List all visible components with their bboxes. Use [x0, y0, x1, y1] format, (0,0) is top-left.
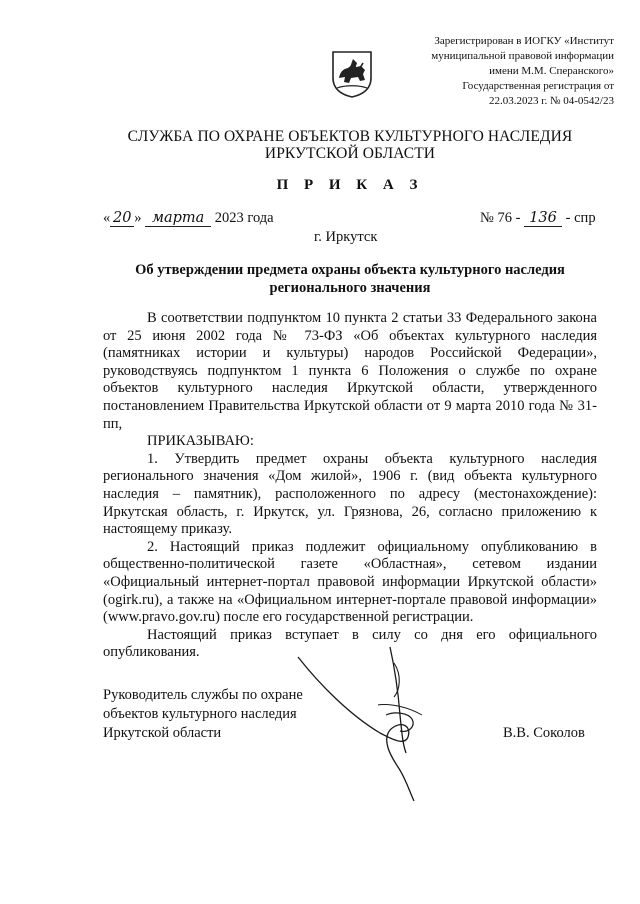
registration-line: Государственная регистрация от	[462, 80, 614, 92]
signatory-position	[103, 686, 303, 743]
registration-note	[388, 34, 614, 109]
registration-line: Зарегистрирован в ИОГКУ «Институт	[434, 35, 614, 47]
position-line: Иркутской области	[103, 725, 222, 741]
date-month: марта	[145, 210, 211, 227]
date-year: 2023 года	[214, 210, 274, 226]
order-number-prefix: № 76 -	[480, 210, 521, 226]
position-line: Руководитель службы по охране	[103, 687, 303, 703]
order-number-handwritten: 136	[524, 210, 562, 227]
subject-line: Об утверждении предмета охраны объекта культурного наследия	[135, 262, 565, 278]
date-day: 20	[110, 210, 134, 227]
order-item-2: 2. Настоящий приказ подлежит официальному опубликованию в общественно-политической газете «Областная», сетевом издании «Официальный интернет-портал правовой информации Иркутской области» (ogirk.ru), а также на «Официальном интернет-портале правовой информации» (www.pravo.gov.ru) после его государственной регистрации.	[103, 538, 597, 626]
city: г. Иркутск	[314, 229, 378, 245]
order-number	[480, 210, 596, 227]
closing-paragraph: Настоящий приказ вступает в силу со дня его официального опубликования.	[103, 626, 597, 661]
signer-name: В.В. Соколов	[503, 725, 585, 741]
handwritten-signature	[290, 645, 490, 805]
order-word: ПРИКАЗЫВАЮ:	[147, 433, 254, 450]
agency-line: ИРКУТСКОЙ ОБЛАСТИ	[264, 145, 436, 162]
document-type-title: П Р И К А З	[276, 177, 424, 193]
registration-line: 22.03.2023 г. № 04-0542/23	[489, 95, 614, 107]
position-line: объектов культурного наследия	[103, 706, 297, 722]
order-subject	[100, 261, 600, 297]
order-date	[103, 210, 274, 227]
agency-line: СЛУЖБА ПО ОХРАНЕ ОБЪЕКТОВ КУЛЬТУРНОГО НАСЛЕДИЯ	[127, 128, 573, 145]
date-open-quote: «	[103, 210, 111, 226]
order-number-suffix: - спр	[565, 210, 596, 226]
agency-name	[60, 128, 640, 162]
order-body	[103, 310, 597, 662]
order-item-1: 1. Утвердить предмет охраны объекта культурного наследия регионального значения «Дом жилой», 1906 г. (вид объекта культурного наследия – памятник), расположенного по адресу (местонахождение): Иркутская область, г. Иркутск, ул. Грязнова, 26, согласно приложению к настоящему приказу.	[103, 450, 597, 538]
preamble-paragraph: В соответствии подпунктом 10 пункта 2 статьи 33 Федерального закона от 25 июня 2002 года № 73-ФЗ «Об объектах культурного наследия (памятниках истории и культуры) народов Российской Федерации», руководствуясь подпунктом 1 пункта 6 Положения о службе по охране объектов культурного наследия Иркутской области, утвержденного постановлением Правительства Иркутской области от 9 марта 2010 года № 31-пп,	[103, 310, 597, 432]
registration-line: муниципальной правовой информации	[431, 50, 614, 62]
irkutsk-coat-of-arms-icon	[331, 50, 373, 98]
date-close-quote: »	[134, 210, 142, 226]
registration-line: имени М.М. Сперанского»	[489, 65, 614, 77]
subject-line: регионального значения	[269, 280, 431, 296]
